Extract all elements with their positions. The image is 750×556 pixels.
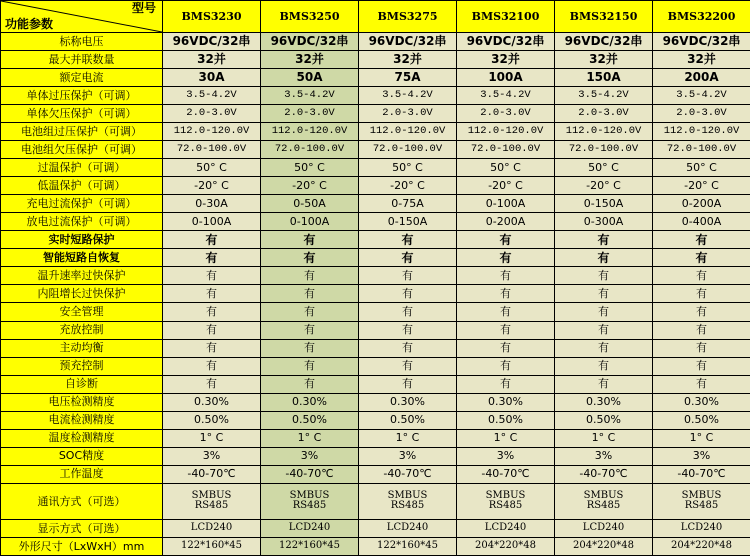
spec-cell: -20° C bbox=[457, 177, 555, 195]
spec-cell: -20° C bbox=[163, 177, 261, 195]
spec-cell: -40-70℃ bbox=[457, 465, 555, 483]
spec-cell: 有 bbox=[359, 339, 457, 357]
row-label: 外形尺寸（LxWxH）mm bbox=[1, 537, 163, 555]
table-row bbox=[1, 447, 750, 465]
spec-cell bbox=[457, 483, 555, 519]
spec-cell: -40-70℃ bbox=[163, 465, 261, 483]
spec-cell: 112.0-120.0V bbox=[653, 123, 750, 141]
spec-cell: 0.50% bbox=[555, 411, 653, 429]
row-label: 放电过流保护（可调） bbox=[1, 213, 163, 231]
spec-cell: 有 bbox=[653, 285, 750, 303]
spec-cell: 50° C bbox=[653, 159, 750, 177]
spec-cell: 有 bbox=[653, 321, 750, 339]
spec-cell: 50° C bbox=[359, 159, 457, 177]
spec-cell: 0.50% bbox=[359, 411, 457, 429]
spec-cell: -40-70℃ bbox=[359, 465, 457, 483]
spec-cell: 有 bbox=[653, 231, 750, 249]
spec-cell: 有 bbox=[653, 249, 750, 267]
spec-cell: 有 bbox=[163, 339, 261, 357]
spec-cell: 有 bbox=[163, 285, 261, 303]
spec-cell: 有 bbox=[555, 339, 653, 357]
spec-cell: 有 bbox=[359, 357, 457, 375]
row-label: 单体欠压保护（可调） bbox=[1, 105, 163, 123]
row-label: 主动均衡 bbox=[1, 339, 163, 357]
spec-cell-line: SMBUS bbox=[387, 489, 428, 501]
spec-cell: 有 bbox=[163, 231, 261, 249]
table-row bbox=[1, 375, 750, 393]
spec-cell: -20° C bbox=[261, 177, 359, 195]
spec-cell: 72.0-100.0V bbox=[653, 141, 750, 159]
row-label: 预充控制 bbox=[1, 357, 163, 375]
spec-cell: 3% bbox=[163, 447, 261, 465]
row-label: 单体过压保护（可调） bbox=[1, 87, 163, 105]
model-header-bms3250: BMS3250 bbox=[261, 1, 359, 33]
spec-cell-line: SMBUS bbox=[289, 489, 330, 501]
table-row bbox=[1, 339, 750, 357]
spec-cell: 72.0-100.0V bbox=[555, 141, 653, 159]
spec-cell: 3.5-4.2V bbox=[359, 87, 457, 105]
spec-cell: 有 bbox=[359, 303, 457, 321]
spec-cell: 3.5-4.2V bbox=[261, 87, 359, 105]
spec-cell: 32并 bbox=[261, 51, 359, 69]
table-row bbox=[1, 393, 750, 411]
spec-cell: 有 bbox=[457, 231, 555, 249]
table-row bbox=[1, 213, 750, 231]
spec-cell: -40-70℃ bbox=[555, 465, 653, 483]
spec-cell: 1° C bbox=[359, 429, 457, 447]
spec-cell: 有 bbox=[555, 375, 653, 393]
model-header-bms3230: BMS3230 bbox=[163, 1, 261, 33]
spec-cell: LCD240 bbox=[261, 519, 359, 537]
spec-cell: -20° C bbox=[555, 177, 653, 195]
table-row bbox=[1, 231, 750, 249]
table-row bbox=[1, 123, 750, 141]
table-row bbox=[1, 267, 750, 285]
corner-header-cell bbox=[1, 1, 163, 33]
table-row bbox=[1, 159, 750, 177]
spec-cell: 2.0-3.0V bbox=[261, 105, 359, 123]
spec-cell: 32并 bbox=[653, 51, 750, 69]
spec-cell: 122*160*45 bbox=[261, 537, 359, 555]
spec-cell bbox=[261, 483, 359, 519]
spec-cell bbox=[163, 483, 261, 519]
spec-cell: 32并 bbox=[163, 51, 261, 69]
row-label: 通讯方式（可选） bbox=[1, 483, 163, 519]
spec-cell-line: SMBUS bbox=[583, 489, 624, 501]
spec-cell-line: RS485 bbox=[586, 500, 621, 512]
spec-cell: 有 bbox=[653, 303, 750, 321]
spec-cell: 1° C bbox=[261, 429, 359, 447]
spec-cell: 112.0-120.0V bbox=[359, 123, 457, 141]
spec-cell: -40-70℃ bbox=[261, 465, 359, 483]
spec-cell: 有 bbox=[359, 231, 457, 249]
spec-cell: 100A bbox=[457, 69, 555, 87]
spec-cell: 30A bbox=[163, 69, 261, 87]
spec-cell: 0.30% bbox=[457, 393, 555, 411]
spec-cell: 32并 bbox=[359, 51, 457, 69]
spec-cell: 112.0-120.0V bbox=[261, 123, 359, 141]
spec-cell: 3% bbox=[653, 447, 750, 465]
spec-cell: 50° C bbox=[163, 159, 261, 177]
spec-cell: 有 bbox=[261, 375, 359, 393]
spec-cell-line: SMBUS bbox=[191, 489, 232, 501]
table-row bbox=[1, 429, 750, 447]
spec-cell bbox=[359, 483, 457, 519]
spec-cell: LCD240 bbox=[653, 519, 750, 537]
row-label: 安全管理 bbox=[1, 303, 163, 321]
table-row bbox=[1, 465, 750, 483]
spec-cell: 有 bbox=[261, 303, 359, 321]
spec-cell-line: RS485 bbox=[194, 500, 229, 512]
spec-cell: 3.5-4.2V bbox=[653, 87, 750, 105]
spec-cell: 有 bbox=[653, 375, 750, 393]
spec-cell: 有 bbox=[163, 375, 261, 393]
spec-cell: 有 bbox=[261, 357, 359, 375]
model-header-bms32100: BMS32100 bbox=[457, 1, 555, 33]
spec-cell: 0.30% bbox=[653, 393, 750, 411]
table-row bbox=[1, 141, 750, 159]
table-row bbox=[1, 519, 750, 537]
spec-cell: 1° C bbox=[653, 429, 750, 447]
spec-cell: LCD240 bbox=[163, 519, 261, 537]
spec-table-body bbox=[1, 33, 750, 556]
model-header-label: 型号 bbox=[131, 1, 156, 15]
spec-cell: 2.0-3.0V bbox=[555, 105, 653, 123]
row-label: 电流检测精度 bbox=[1, 411, 163, 429]
spec-cell: 有 bbox=[261, 267, 359, 285]
model-header-bms3275: BMS3275 bbox=[359, 1, 457, 33]
spec-cell: 150A bbox=[555, 69, 653, 87]
spec-cell: 96VDC/32串 bbox=[163, 33, 261, 51]
table-row bbox=[1, 249, 750, 267]
spec-cell: 有 bbox=[555, 285, 653, 303]
spec-cell: 0-30A bbox=[163, 195, 261, 213]
table-row bbox=[1, 177, 750, 195]
spec-cell: 有 bbox=[261, 285, 359, 303]
spec-cell: 有 bbox=[163, 249, 261, 267]
spec-cell: 96VDC/32串 bbox=[555, 33, 653, 51]
spec-cell: 72.0-100.0V bbox=[457, 141, 555, 159]
table-row bbox=[1, 33, 750, 51]
spec-cell bbox=[653, 483, 750, 519]
spec-cell: 3.5-4.2V bbox=[163, 87, 261, 105]
spec-cell: 200A bbox=[653, 69, 750, 87]
spec-cell: 3.5-4.2V bbox=[555, 87, 653, 105]
spec-cell: 96VDC/32串 bbox=[653, 33, 750, 51]
table-row bbox=[1, 69, 750, 87]
spec-cell bbox=[555, 483, 653, 519]
spec-cell: 0.30% bbox=[163, 393, 261, 411]
spec-cell: 0-100A bbox=[261, 213, 359, 231]
spec-cell: 有 bbox=[359, 375, 457, 393]
spec-cell: 有 bbox=[359, 267, 457, 285]
spec-cell: 0-200A bbox=[653, 195, 750, 213]
spec-cell: 96VDC/32串 bbox=[261, 33, 359, 51]
spec-cell: -40-70℃ bbox=[653, 465, 750, 483]
row-label: 自诊断 bbox=[1, 375, 163, 393]
table-row bbox=[1, 483, 750, 519]
spec-cell: 112.0-120.0V bbox=[163, 123, 261, 141]
spec-cell-line: SMBUS bbox=[681, 489, 722, 501]
row-label: 过温保护（可调） bbox=[1, 159, 163, 177]
spec-cell: 0.30% bbox=[261, 393, 359, 411]
spec-cell: 72.0-100.0V bbox=[359, 141, 457, 159]
spec-cell: 0-50A bbox=[261, 195, 359, 213]
spec-cell-line: RS485 bbox=[684, 500, 719, 512]
spec-cell: 有 bbox=[261, 339, 359, 357]
row-label: SOC精度 bbox=[1, 447, 163, 465]
spec-cell-line: SMBUS bbox=[485, 489, 526, 501]
spec-cell: 3% bbox=[555, 447, 653, 465]
row-label: 温升速率过快保护 bbox=[1, 267, 163, 285]
spec-cell: -20° C bbox=[359, 177, 457, 195]
spec-cell: 有 bbox=[457, 375, 555, 393]
row-label: 标称电压 bbox=[1, 33, 163, 51]
table-row bbox=[1, 51, 750, 69]
spec-cell: 有 bbox=[261, 231, 359, 249]
spec-cell: 有 bbox=[457, 357, 555, 375]
spec-cell: 122*160*45 bbox=[163, 537, 261, 555]
spec-cell: 2.0-3.0V bbox=[653, 105, 750, 123]
spec-cell: 3% bbox=[359, 447, 457, 465]
spec-cell: 有 bbox=[261, 249, 359, 267]
table-row bbox=[1, 357, 750, 375]
spec-cell: 96VDC/32串 bbox=[359, 33, 457, 51]
spec-cell: 0-150A bbox=[555, 195, 653, 213]
spec-cell: 有 bbox=[359, 321, 457, 339]
spec-cell: 122*160*45 bbox=[359, 537, 457, 555]
spec-cell: 96VDC/32串 bbox=[457, 33, 555, 51]
spec-cell: 有 bbox=[457, 267, 555, 285]
spec-cell: 0.30% bbox=[359, 393, 457, 411]
spec-cell: 有 bbox=[457, 339, 555, 357]
spec-cell: 2.0-3.0V bbox=[163, 105, 261, 123]
model-header-bms32150: BMS32150 bbox=[555, 1, 653, 33]
spec-cell: 1° C bbox=[555, 429, 653, 447]
table-row bbox=[1, 321, 750, 339]
spec-cell: 2.0-3.0V bbox=[457, 105, 555, 123]
row-label: 内阻增长过快保护 bbox=[1, 285, 163, 303]
row-label: 实时短路保护 bbox=[1, 231, 163, 249]
row-label: 工作温度 bbox=[1, 465, 163, 483]
spec-cell: 204*220*48 bbox=[653, 537, 750, 555]
spec-cell: 有 bbox=[359, 285, 457, 303]
spec-cell: 204*220*48 bbox=[555, 537, 653, 555]
spec-cell: 72.0-100.0V bbox=[163, 141, 261, 159]
spec-cell: 112.0-120.0V bbox=[457, 123, 555, 141]
row-label: 显示方式（可选） bbox=[1, 519, 163, 537]
spec-cell: 3.5-4.2V bbox=[457, 87, 555, 105]
spec-cell: 0-400A bbox=[653, 213, 750, 231]
row-label: 充电过流保护（可调） bbox=[1, 195, 163, 213]
spec-cell: -20° C bbox=[653, 177, 750, 195]
spec-cell: 有 bbox=[457, 249, 555, 267]
spec-cell: 0-75A bbox=[359, 195, 457, 213]
spec-cell: 50° C bbox=[555, 159, 653, 177]
row-label: 智能短路自恢复 bbox=[1, 249, 163, 267]
spec-cell: 有 bbox=[555, 303, 653, 321]
spec-cell: 0-150A bbox=[359, 213, 457, 231]
spec-cell-line: RS485 bbox=[390, 500, 425, 512]
spec-cell: 72.0-100.0V bbox=[261, 141, 359, 159]
row-label: 最大并联数量 bbox=[1, 51, 163, 69]
spec-cell: 有 bbox=[555, 249, 653, 267]
spec-cell: 1° C bbox=[457, 429, 555, 447]
row-label: 额定电流 bbox=[1, 69, 163, 87]
spec-cell: LCD240 bbox=[457, 519, 555, 537]
spec-cell: 0-200A bbox=[457, 213, 555, 231]
row-label: 电池组过压保护（可调） bbox=[1, 123, 163, 141]
row-label: 低温保护（可调） bbox=[1, 177, 163, 195]
row-label: 充放控制 bbox=[1, 321, 163, 339]
spec-cell: 112.0-120.0V bbox=[555, 123, 653, 141]
spec-cell: 有 bbox=[457, 303, 555, 321]
spec-cell: 1° C bbox=[163, 429, 261, 447]
spec-cell: 50° C bbox=[261, 159, 359, 177]
spec-cell: 有 bbox=[457, 321, 555, 339]
spec-cell: 32并 bbox=[457, 51, 555, 69]
spec-cell: 有 bbox=[163, 303, 261, 321]
spec-cell: 0.30% bbox=[555, 393, 653, 411]
spec-cell: 有 bbox=[555, 357, 653, 375]
spec-cell: 32并 bbox=[555, 51, 653, 69]
spec-cell: 0.50% bbox=[163, 411, 261, 429]
spec-cell: 有 bbox=[261, 321, 359, 339]
spec-cell-line: RS485 bbox=[488, 500, 523, 512]
param-header-label: 功能参数 bbox=[5, 17, 54, 32]
table-row bbox=[1, 195, 750, 213]
spec-cell: 50° C bbox=[457, 159, 555, 177]
spec-cell: 有 bbox=[457, 285, 555, 303]
spec-cell: 2.0-3.0V bbox=[359, 105, 457, 123]
spec-cell: 有 bbox=[653, 339, 750, 357]
spec-cell: LCD240 bbox=[555, 519, 653, 537]
spec-cell: 有 bbox=[163, 267, 261, 285]
spec-cell: 204*220*48 bbox=[457, 537, 555, 555]
spec-cell: 3% bbox=[457, 447, 555, 465]
spec-cell: 有 bbox=[163, 321, 261, 339]
table-row bbox=[1, 537, 750, 555]
spec-cell: 0.50% bbox=[457, 411, 555, 429]
spec-cell: 0-100A bbox=[457, 195, 555, 213]
row-label: 电池组欠压保护（可调） bbox=[1, 141, 163, 159]
spec-cell: 有 bbox=[555, 321, 653, 339]
spec-cell: LCD240 bbox=[359, 519, 457, 537]
spec-cell: 有 bbox=[653, 357, 750, 375]
table-row bbox=[1, 105, 750, 123]
spec-cell: 3% bbox=[261, 447, 359, 465]
spec-cell: 有 bbox=[555, 231, 653, 249]
spec-cell: 有 bbox=[163, 357, 261, 375]
spec-cell: 75A bbox=[359, 69, 457, 87]
header-row bbox=[1, 1, 750, 33]
table-row bbox=[1, 303, 750, 321]
spec-cell-line: RS485 bbox=[292, 500, 327, 512]
table-row bbox=[1, 285, 750, 303]
row-label: 温度检测精度 bbox=[1, 429, 163, 447]
spec-cell: 有 bbox=[653, 267, 750, 285]
spec-cell: 0-100A bbox=[163, 213, 261, 231]
spec-cell: 有 bbox=[359, 249, 457, 267]
spec-cell: 0.50% bbox=[261, 411, 359, 429]
model-header-bms32200: BMS32200 bbox=[653, 1, 750, 33]
spec-cell: 0-300A bbox=[555, 213, 653, 231]
spec-cell: 0.50% bbox=[653, 411, 750, 429]
spec-cell: 有 bbox=[555, 267, 653, 285]
table-row bbox=[1, 411, 750, 429]
table-row bbox=[1, 87, 750, 105]
row-label: 电压检测精度 bbox=[1, 393, 163, 411]
spec-cell: 50A bbox=[261, 69, 359, 87]
